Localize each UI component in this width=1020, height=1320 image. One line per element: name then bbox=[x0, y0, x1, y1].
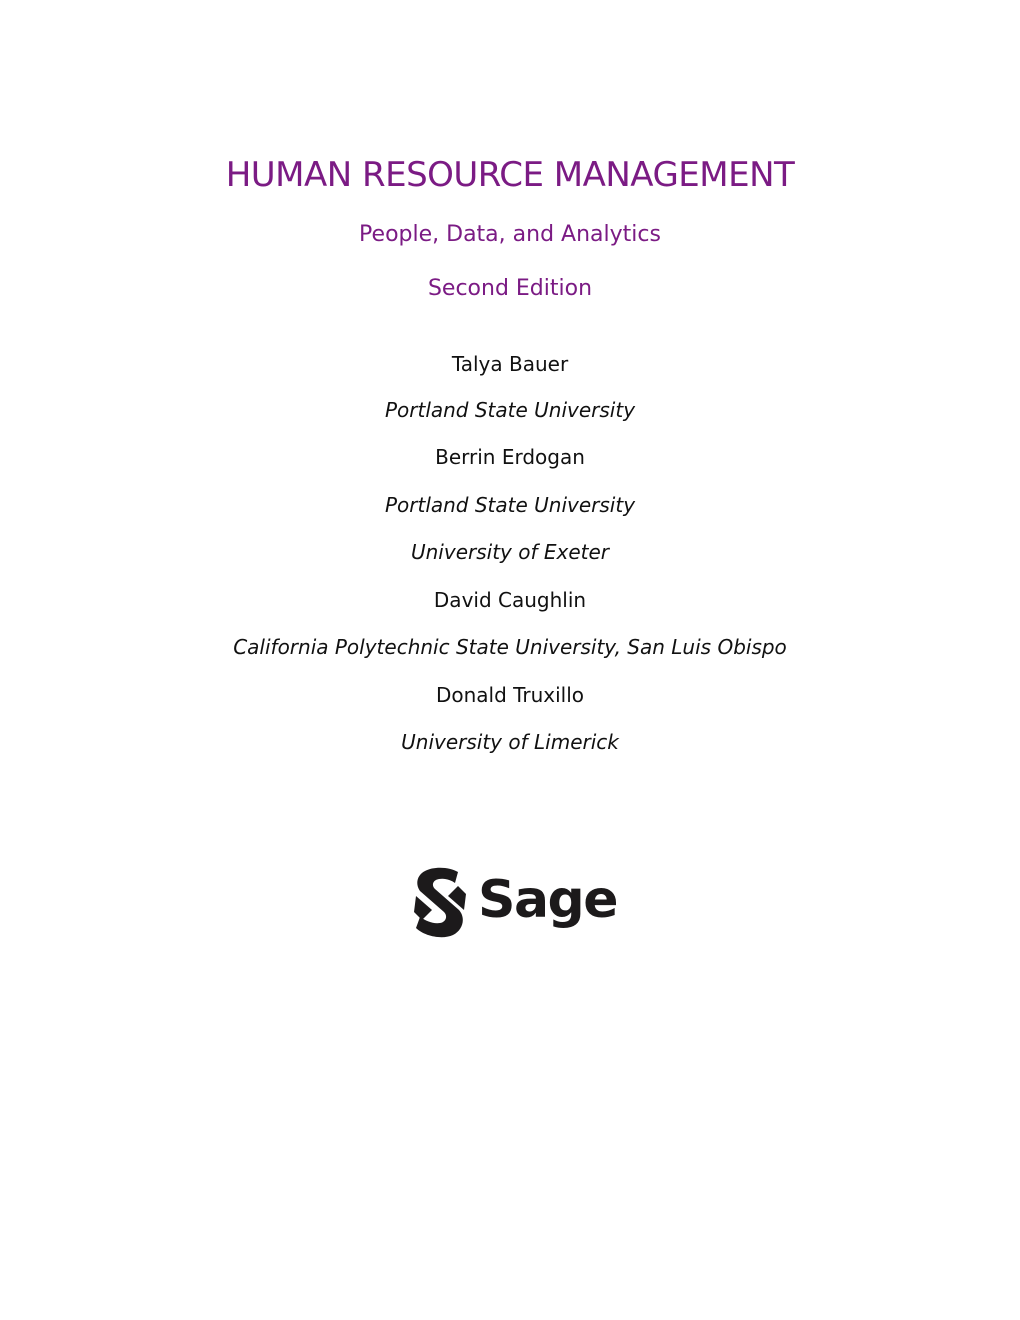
author-name: David Caughlin bbox=[433, 588, 587, 612]
sage-s-icon bbox=[414, 866, 466, 940]
author-affiliation: California Polytechnic State University, San Luis Obispo bbox=[233, 635, 787, 659]
author-affiliation: Portland State University bbox=[384, 493, 636, 517]
author-affiliation: University of Exeter bbox=[410, 540, 610, 564]
author-name: Donald Truxillo bbox=[435, 683, 585, 707]
book-subtitle: People, Data, and Analytics bbox=[359, 222, 661, 247]
author-name: Berrin Erdogan bbox=[435, 445, 585, 469]
sage-wordmark: Sage bbox=[478, 870, 618, 930]
author-affiliation: Portland State University bbox=[384, 398, 636, 422]
author-affiliation: University of Limerick bbox=[401, 730, 619, 754]
book-title: HUMAN RESOURCE MANAGEMENT bbox=[225, 155, 795, 195]
book-edition: Second Edition bbox=[427, 276, 593, 301]
author-name: Talya Bauer bbox=[451, 352, 569, 376]
publisher-logo bbox=[414, 866, 618, 940]
